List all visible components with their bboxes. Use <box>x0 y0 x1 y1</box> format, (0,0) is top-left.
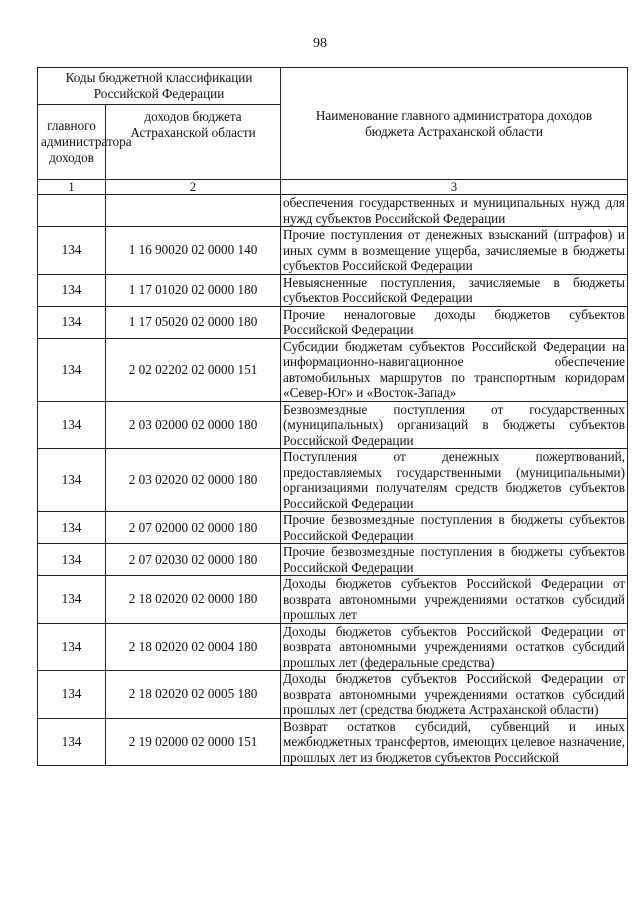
income-name-cell: Прочие неналоговые доходы бюджетов субъектов Российской Федерации <box>281 306 628 338</box>
income-code-cell: 2 19 02000 02 0000 151 <box>106 718 281 766</box>
admin-code-cell: 134 <box>38 306 106 338</box>
table-row <box>38 512 628 544</box>
income-name-cell: Возврат остатков субсидий, субвенций и иных межбюджетных трансфертов, имеющих целевое назначение, прошлых лет из бюджетов субъектов Российской <box>281 718 628 766</box>
admin-code-cell <box>38 195 106 227</box>
admin-code-cell: 134 <box>38 718 106 766</box>
income-code-cell: 2 02 02202 02 0000 151 <box>106 338 281 401</box>
income-name-cell: Прочие безвозмездные поступления в бюджеты субъектов Российской Федерации <box>281 544 628 576</box>
column-number-3: 3 <box>281 180 628 195</box>
column-number-1: 1 <box>38 180 106 195</box>
table-row <box>38 718 628 766</box>
admin-code-cell: 134 <box>38 544 106 576</box>
income-code-cell: 2 18 02020 02 0004 180 <box>106 623 281 671</box>
income-name-cell: Безвозмездные поступления от государственных (муниципальных) организаций в бюджеты субъектов Российской Федерации <box>281 401 628 449</box>
table-row <box>38 576 628 624</box>
income-code-cell: 2 07 02000 02 0000 180 <box>106 512 281 544</box>
budget-classification-table <box>37 67 628 766</box>
table-row <box>38 623 628 671</box>
table-row <box>38 544 628 576</box>
income-name-cell: Невыясненные поступления, зачисляемые в бюджеты субъектов Российской Федерации <box>281 274 628 306</box>
table-row <box>38 338 628 401</box>
income-code-cell: 2 18 02020 02 0005 180 <box>106 671 281 719</box>
income-code-cell: 2 07 02030 02 0000 180 <box>106 544 281 576</box>
income-code-cell: 1 16 90020 02 0000 140 <box>106 227 281 275</box>
admin-code-cell: 134 <box>38 401 106 449</box>
income-code-cell: 1 17 01020 02 0000 180 <box>106 274 281 306</box>
table-row <box>38 227 628 275</box>
table-row <box>38 449 628 512</box>
admin-code-cell: 134 <box>38 449 106 512</box>
income-name-cell: Прочие безвозмездные поступления в бюджеты субъектов Российской Федерации <box>281 512 628 544</box>
income-code-cell: 1 17 05020 02 0000 180 <box>106 306 281 338</box>
income-code-cell: 2 03 02020 02 0000 180 <box>106 449 281 512</box>
header-admin-column: главного администратора доходов <box>38 105 106 180</box>
income-name-cell: Доходы бюджетов субъектов Российской Федерации от возврата автономными учреждениями остатков субсидий прошлых лет (федеральные средства) <box>281 623 628 671</box>
income-name-cell: Доходы бюджетов субъектов Российской Федерации от возврата автономными учреждениями остатков субсидий прошлых лет <box>281 576 628 624</box>
header-code-column: доходов бюджета Астраханской области <box>106 105 281 180</box>
income-name-cell: обеспечения государственных и муниципальных нужд для нужд субъектов Российской Федерации <box>281 195 628 227</box>
income-code-cell: 2 18 02020 02 0000 180 <box>106 576 281 624</box>
admin-code-cell: 134 <box>38 227 106 275</box>
admin-code-cell: 134 <box>38 623 106 671</box>
admin-code-cell: 134 <box>38 512 106 544</box>
admin-code-cell: 134 <box>38 338 106 401</box>
table-row <box>38 671 628 719</box>
page-number: 98 <box>313 36 327 51</box>
income-name-cell: Доходы бюджетов субъектов Российской Федерации от возврата автономными учреждениями остатков субсидий прошлых лет (средства бюджета Астраханской области) <box>281 671 628 719</box>
header-group-title: Коды бюджетной классификации Российской Федерации <box>38 68 281 105</box>
admin-code-cell: 134 <box>38 576 106 624</box>
income-name-cell: Прочие поступления от денежных взысканий (штрафов) и иных сумм в возмещение ущерба, зачисляемые в бюджеты субъектов Российской Федерации <box>281 227 628 275</box>
income-code-cell <box>106 195 281 227</box>
table-row <box>38 274 628 306</box>
income-name-cell: Субсидии бюджетам субъектов Российской Федерации на информационно-навигационное обеспечение автомобильных маршрутов по транспортным коридорам «Север-Юг» и «Восток-Запад» <box>281 338 628 401</box>
column-number-2: 2 <box>106 180 281 195</box>
table-row <box>38 195 628 227</box>
income-code-cell: 2 03 02000 02 0000 180 <box>106 401 281 449</box>
table-row <box>38 401 628 449</box>
header-name-column: Наименование главного администратора доходов бюджета Астраханской области <box>281 68 628 180</box>
income-name-cell: Поступления от денежных пожертвований, предоставляемых государственными (муниципальными) организациями получателям средств бюджетов субъектов Российской Федерации <box>281 449 628 512</box>
table-row <box>38 306 628 338</box>
admin-code-cell: 134 <box>38 671 106 719</box>
admin-code-cell: 134 <box>38 274 106 306</box>
